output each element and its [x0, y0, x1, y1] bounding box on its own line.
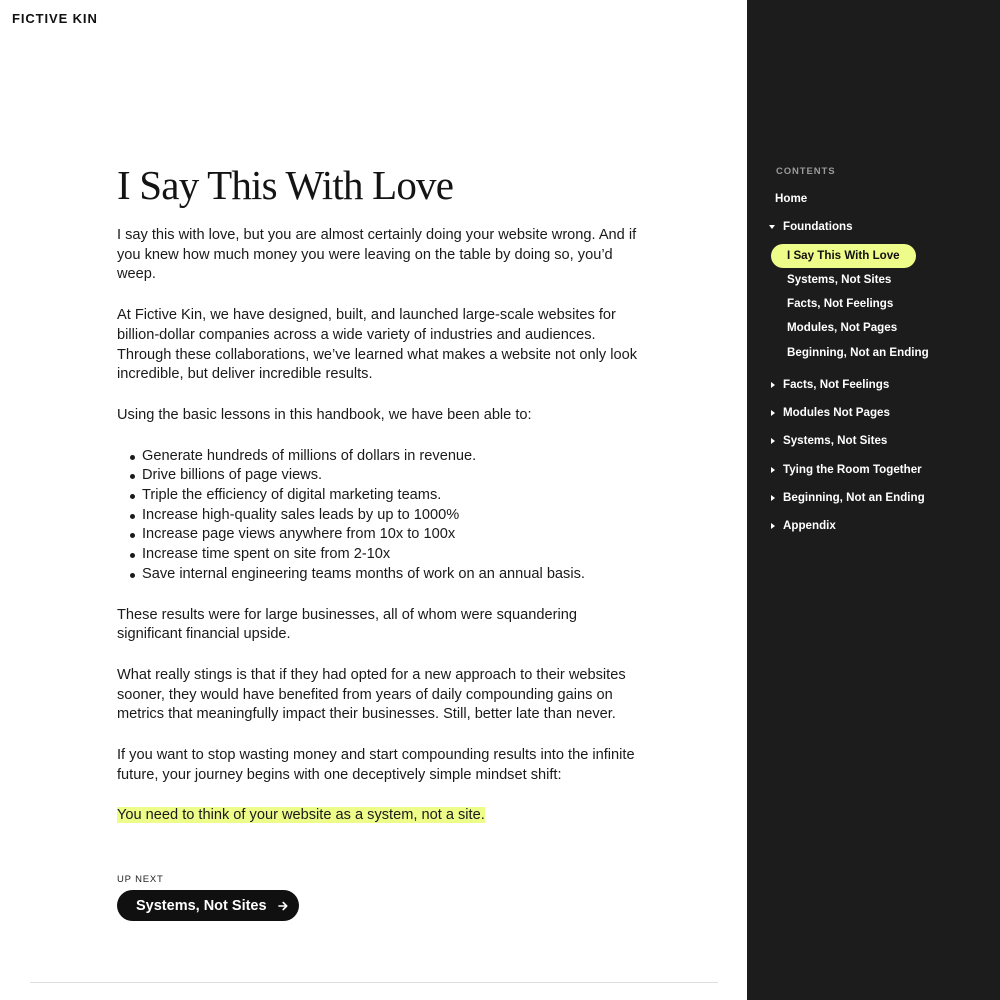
list-item-text: Increase page views anywhere from 10x to 100x — [142, 526, 456, 543]
brand-logo[interactable]: FICTIVE KIN — [12, 11, 98, 26]
list-item — [117, 486, 637, 506]
paragraph: At Fictive Kin, we have designed, built, and launched large-scale websites for billion-dollar companies across a wide variety of industries and audiences. Through these collaborations, we’ve learned what makes a website not only look incredible, but deliver incredible results. — [117, 307, 637, 383]
arrow-right-icon — [278, 901, 288, 911]
list-item-text: Increase time spent on site from 2-10x — [142, 546, 391, 563]
nav-foundations[interactable]: Foundations — [783, 220, 853, 233]
caret-right-icon[interactable] — [771, 438, 775, 444]
list-item-text: Drive billions of page views. — [142, 467, 323, 484]
caret-right-icon[interactable] — [771, 467, 775, 473]
nav-sub-beginning-not-an-ending[interactable]: Beginning, Not an Ending — [787, 346, 929, 359]
list-item — [117, 506, 637, 526]
caret-right-icon[interactable] — [771, 495, 775, 501]
nav-modules-not-pages[interactable]: Modules Not Pages — [783, 406, 890, 419]
bullet-dot-icon — [130, 573, 135, 578]
paragraph: I say this with love, but you are almost certainly doing your website wrong. And if you knew how much money you were leaving on the table by doing so, you’d weep. — [117, 227, 637, 283]
nav-systems-not-sites[interactable]: Systems, Not Sites — [783, 434, 888, 447]
bullet-dot-icon — [130, 533, 135, 538]
bullet-dot-icon — [130, 494, 135, 499]
bullet-dot-icon — [130, 514, 135, 519]
paragraph: What really stings is that if they had opted for a new approach to their websites sooner, they would have benefited from years of daily compounding gains on metrics that meaningfully impact their businesses. Still, better late than never. — [117, 666, 626, 723]
page-title: I Say This With Love — [117, 162, 454, 208]
caret-down-icon[interactable] — [769, 225, 775, 229]
list-item-text: Triple the efficiency of digital marketing teams. — [142, 487, 442, 504]
nav-facts-not-feelings[interactable]: Facts, Not Feelings — [783, 378, 890, 391]
up-next — [117, 874, 299, 921]
nav-tying-the-room-together[interactable]: Tying the Room Together — [783, 463, 922, 476]
list-item-text: Generate hundreds of millions of dollars in revenue. — [142, 447, 477, 464]
bullet-dot-icon — [130, 474, 135, 479]
paragraph: Using the basic lessons in this handbook, we have been able to: — [117, 406, 532, 423]
nav-sub-facts-not-feelings[interactable]: Facts, Not Feelings — [787, 297, 894, 310]
nav-home[interactable]: Home — [775, 192, 808, 205]
nav-appendix[interactable]: Appendix — [783, 519, 836, 532]
contents-sidebar — [747, 0, 1000, 1000]
footer-divider — [30, 982, 718, 983]
results-list — [117, 447, 637, 585]
up-next-label: UP NEXT — [117, 874, 164, 885]
up-next-button[interactable] — [117, 890, 299, 921]
key-takeaway — [117, 806, 637, 826]
list-item — [117, 447, 637, 467]
bullet-dot-icon — [130, 553, 135, 558]
list-item — [117, 565, 637, 585]
nav-sub-i-say-this-with-love[interactable]: I Say This With Love — [771, 244, 916, 268]
list-item-text: Save internal engineering teams months of work on an annual basis. — [142, 565, 585, 582]
caret-right-icon[interactable] — [771, 410, 775, 416]
list-item — [117, 545, 637, 565]
list-item — [117, 466, 637, 486]
nav-sub-modules-not-pages[interactable]: Modules, Not Pages — [787, 321, 898, 334]
bullet-dot-icon — [130, 455, 135, 460]
contents-heading: CONTENTS — [776, 166, 836, 177]
nav-sub-systems-not-sites[interactable]: Systems, Not Sites — [787, 273, 892, 286]
list-item-text: Increase high-quality sales leads by up to 1000% — [142, 506, 460, 523]
list-item — [117, 525, 637, 545]
article — [117, 160, 637, 847]
highlighted-text: You need to think of your website as a system, not a site. — [117, 807, 485, 824]
nav-beginning-not-an-ending[interactable]: Beginning, Not an Ending — [783, 491, 925, 504]
caret-right-icon[interactable] — [771, 523, 775, 529]
paragraph: These results were for large businesses, all of whom were squandering significant financial upside. — [117, 606, 577, 643]
caret-right-icon[interactable] — [771, 382, 775, 388]
paragraph: If you want to stop wasting money and start compounding results into the infinite future, your journey begins with one deceptively simple mindset shift: — [117, 747, 635, 783]
up-next-button-label: Systems, Not Sites — [136, 897, 267, 914]
